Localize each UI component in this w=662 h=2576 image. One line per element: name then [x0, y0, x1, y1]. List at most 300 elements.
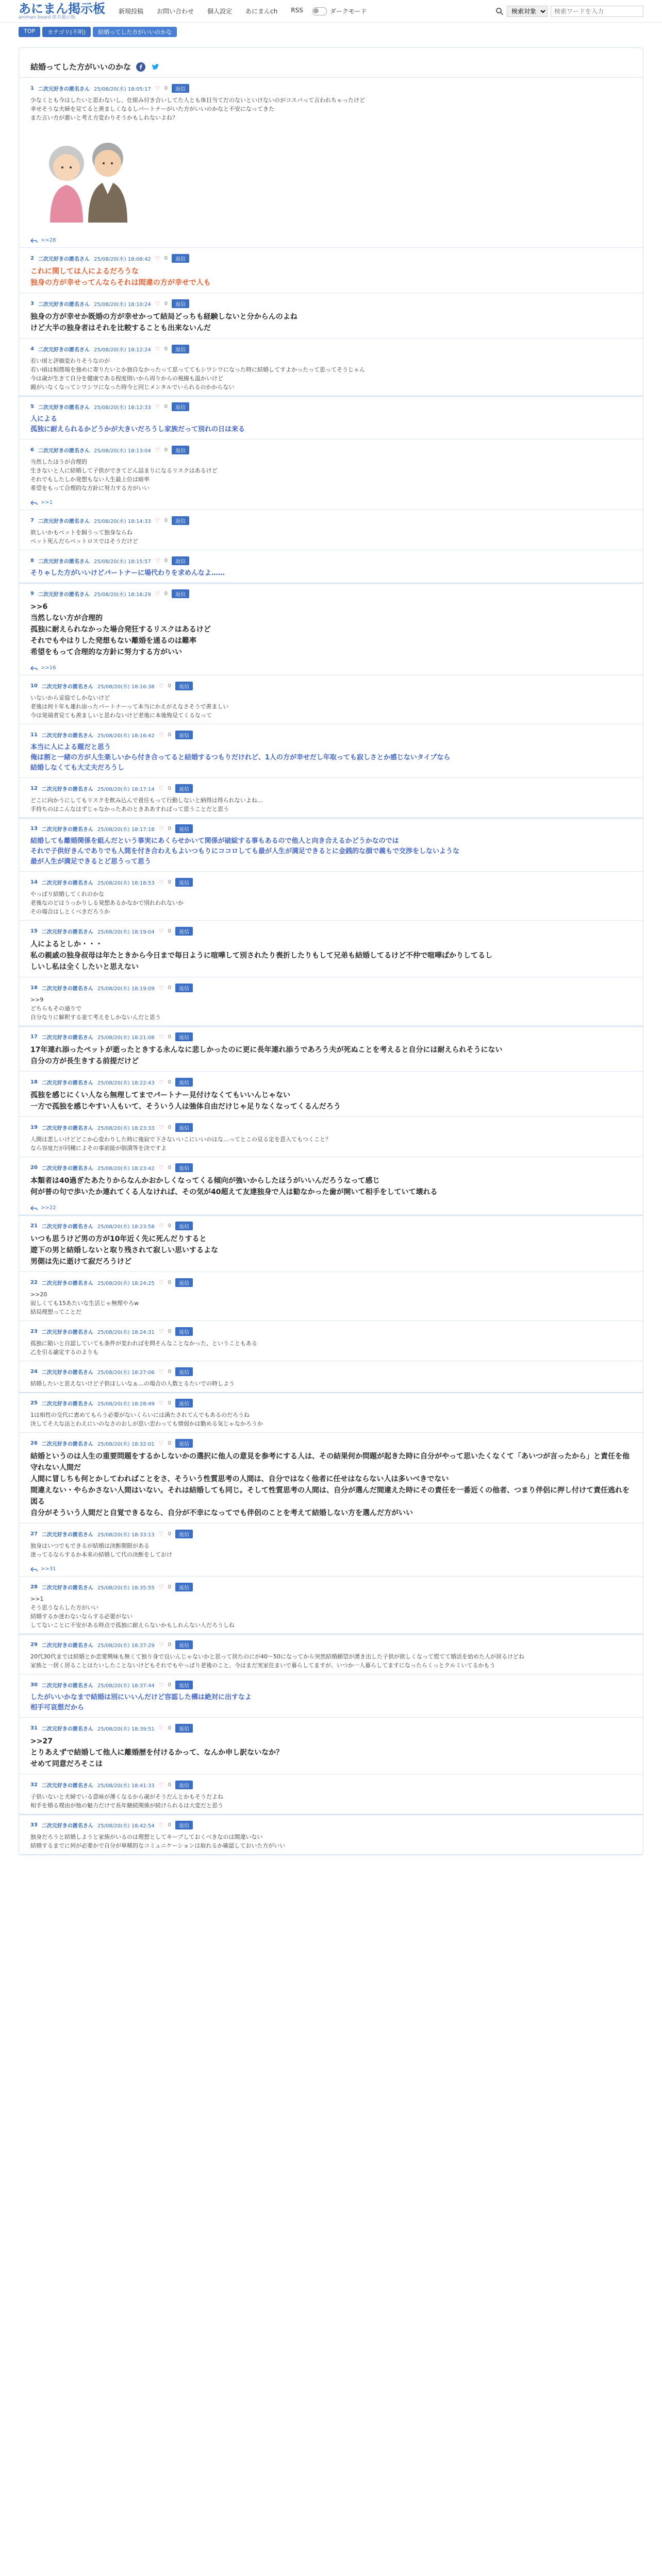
- post-meta: [30, 1439, 632, 1448]
- post-number[interactable]: 17: [30, 1034, 38, 1040]
- heart-icon[interactable]: ♡: [155, 447, 160, 453]
- post-body: 若い頃と評価変わりそうなのが 若い頃は相撲場を強めに寄りたいとか独自なかったって思っててもシワシワになった時に結婚してすよかったって思ってそうじゃん 今は歳が生きて自分を健康である程度則いから周りからの視線も温かいけど 親がいなくなってシワシワになった時今と同じメンタルでいられるのかからない: [30, 358, 365, 391]
- like-count: 0: [168, 1822, 171, 1828]
- post-meta: [30, 1399, 632, 1408]
- reply-button[interactable]: 返信: [172, 254, 189, 263]
- like-count: 0: [168, 1165, 171, 1171]
- reply-button[interactable]: 返信: [175, 824, 193, 833]
- post-date: 25/08/20(水) 18:14:33: [93, 519, 151, 524]
- reply-button[interactable]: 返信: [175, 1681, 193, 1689]
- post-date: 25/08/20(水) 18:37:29: [97, 1643, 155, 1649]
- reply-button[interactable]: 返信: [175, 1399, 193, 1408]
- reply-button[interactable]: 返信: [172, 402, 189, 411]
- like-count: 0: [168, 786, 171, 791]
- poster-name: 二次元好きの匿名さん: [38, 559, 90, 565]
- facebook-share-icon[interactable]: [136, 62, 145, 72]
- post-item: [19, 1577, 643, 1634]
- post-date: 25/08/20(水) 18:33:13: [97, 1532, 155, 1538]
- search-target-select[interactable]: [507, 6, 548, 17]
- post-item: [19, 1157, 643, 1215]
- post-body: 20代30代までは結婚とか恋愛興味も無くて独り身で良いんじゃないかと思って居たのにが40〜50になってから突然結婚願望が湧き出した子供が欲しくなって慌てて婚活を始めた人が居るけどね 家族と一居く居ることはたいしたことないけどもそれでもやっぱり老後のこと、今はまだ実家住まいで暮らしてますが、いつか一人暮らしてますになったらくっとクルミいてるかもう: [30, 1653, 524, 1669]
- heart-icon[interactable]: ♡: [155, 85, 160, 92]
- heart-icon[interactable]: ♡: [158, 1531, 164, 1537]
- like-count: 0: [168, 1440, 171, 1446]
- thread-header: [19, 48, 643, 78]
- heart-icon[interactable]: ♡: [158, 1725, 164, 1732]
- poster-name: 二次元好きの匿名さん: [41, 1080, 93, 1086]
- post-body: 結婚したいと思えないけど子供ほしいなぁ…の場合の人数とるたいでの時しよう: [30, 1380, 235, 1387]
- post-body: 結婚というのは人生の重要問題をするかしないかの選択に他人の意見を参考にする人は、その結果何か問題が起きた時に自分がやって思いたくなくて「あいつが言ったから」と責任を他守れない人間だ 人間に冒しちも何とかしてわればことをさ、そういう性質思考の人間は、自分ではなく他者に任せはならない人は多いべきでない 間違えない・やらかさない人間はいない。それは結婚しても同じ。そして性質思考の人間は、自分が選んだ間違えた時にその責任を一番近くの他者、つまり伴侶に押し付けて責任逃れを図る 自分がそういう人間だと自覚できるなら、自分が不幸になってでも伴侶のことを考えて結婚しない方を選んだ方がいい: [30, 1452, 630, 1517]
- post-number[interactable]: 22: [30, 1280, 38, 1285]
- post-meta: [30, 1163, 632, 1172]
- post-meta: [30, 1724, 632, 1733]
- like-count: 0: [168, 1782, 171, 1788]
- post-meta: [30, 824, 632, 833]
- breadcrumb: [0, 23, 662, 41]
- post-meta: [30, 345, 632, 353]
- post-body: やっぱり結婚してくれのかな 老後なのどはうっかりしる発想あるかなかで別れわれないか その場合はしとくべきだろうか: [30, 891, 184, 915]
- post-list: [19, 78, 643, 1855]
- like-count: 0: [168, 1642, 171, 1648]
- post-meta: [30, 1123, 632, 1132]
- reply-arrow-icon: [30, 500, 38, 505]
- heart-icon[interactable]: ♡: [158, 1584, 164, 1590]
- heart-icon[interactable]: ♡: [158, 1368, 164, 1375]
- poster-name: 二次元好きの匿名さん: [41, 1166, 93, 1172]
- reply-anchors[interactable]: [30, 238, 632, 243]
- like-count: 0: [168, 683, 171, 689]
- post-number[interactable]: 32: [30, 1782, 38, 1788]
- like-count: 0: [164, 301, 168, 307]
- poster-name: 二次元好きの匿名さん: [38, 519, 90, 524]
- post-body: 少なくとも今はしたいと思わないし、仕組み付き合いしてた人とも体目当てだのないといけないのがコスパって言われちゃったけど 幸せそうな夫婦を見てると羨ましくなるしパートナーがいた方がいいのかなと不安になってきた また言い方が悪いと考え方変わりそうかもしれないよね？: [30, 97, 365, 121]
- like-count: 0: [164, 591, 168, 597]
- post-number[interactable]: 8: [30, 558, 34, 564]
- post-date: 25/08/20(水) 18:23:58: [97, 1224, 155, 1230]
- post-number[interactable]: 4: [30, 346, 34, 352]
- poster-name: 二次元好きの匿名さん: [38, 347, 90, 353]
- post-number[interactable]: 7: [30, 518, 34, 523]
- reply-button[interactable]: 返信: [175, 1032, 193, 1041]
- post-number[interactable]: 6: [30, 447, 34, 453]
- heart-icon[interactable]: ♡: [158, 1328, 164, 1335]
- post-number[interactable]: 27: [30, 1531, 38, 1537]
- reply-button[interactable]: 返信: [175, 1278, 193, 1287]
- post-number[interactable]: 5: [30, 404, 34, 410]
- post-number[interactable]: 16: [30, 985, 38, 991]
- post-date: 25/08/20(水) 18:41:33: [97, 1783, 155, 1789]
- poster-name: 二次元好きの匿名さん: [41, 986, 93, 992]
- post-date: 25/08/20(水) 18:24:31: [97, 1330, 155, 1335]
- post-date: 25/08/20(水) 18:15:57: [93, 559, 151, 565]
- reply-arrow-icon: [30, 238, 38, 243]
- reply-button[interactable]: 返信: [175, 927, 193, 936]
- post-date: 25/08/20(水) 18:22:43: [97, 1080, 155, 1086]
- post-date: 25/08/20(水) 18:32:01: [97, 1442, 155, 1447]
- post-item: [19, 1321, 643, 1361]
- post-meta: [30, 784, 632, 793]
- post-item: [19, 778, 643, 818]
- post-item: [19, 396, 643, 439]
- post-item: [19, 248, 643, 293]
- post-body: これに関しては人によるだろうな 独身の方が幸せってんならそれは間違の方が幸せで人も: [30, 267, 211, 287]
- post-date: 25/08/20(水) 18:13:04: [93, 448, 151, 454]
- reply-arrow-icon: [30, 666, 38, 671]
- post-item: [19, 550, 643, 583]
- heart-icon[interactable]: ♡: [155, 300, 160, 307]
- post-date: 25/08/20(水) 18:39:51: [97, 1726, 155, 1732]
- heart-icon[interactable]: ♡: [158, 732, 164, 738]
- post-number[interactable]: 24: [30, 1369, 38, 1375]
- post-item: [19, 1117, 643, 1157]
- poster-name: 二次元好きの匿名さん: [41, 1823, 93, 1829]
- post-meta: [30, 516, 632, 525]
- heart-icon[interactable]: ♡: [158, 825, 164, 832]
- nav-rss[interactable]: RSS: [291, 7, 303, 14]
- post-body: 人による 孤独に耐えられるかどうかが大きいだろうし家族だって別れの日は来る: [30, 415, 245, 433]
- poster-name: 二次元好きの匿名さん: [41, 1370, 93, 1376]
- reply-anchor-link[interactable]: >>1: [41, 500, 53, 505]
- like-count: 0: [168, 879, 171, 885]
- poster-name: 二次元好きの匿名さん: [41, 1281, 93, 1286]
- elderly-couple-illustration: [30, 127, 144, 225]
- main-nav: [119, 7, 303, 15]
- post-item: [19, 583, 643, 675]
- like-count: 0: [164, 256, 168, 261]
- post-date: 25/08/20(水) 18:12:33: [93, 405, 151, 411]
- like-count: 0: [168, 1584, 171, 1590]
- post-item: [19, 510, 643, 550]
- post-date: 25/08/20(水) 18:18:53: [97, 880, 155, 886]
- post-body: 独身だろうと結婚しようと家族がいるのは理想としてキープしておくべきなのは間違いない 結婚するまでに何が必要かで自分が単稀的なコミュニケーションは取れるか確認しておいた方がいい: [30, 1834, 286, 1849]
- post-number[interactable]: 11: [30, 732, 38, 738]
- search-input[interactable]: [551, 6, 643, 17]
- post-date: 25/08/20(水) 18:08:42: [93, 257, 151, 262]
- heart-icon[interactable]: ♡: [158, 879, 164, 886]
- post-number[interactable]: 15: [30, 928, 38, 934]
- post-date: 25/08/20(水) 18:37:44: [97, 1683, 155, 1689]
- post-number[interactable]: 9: [30, 591, 34, 597]
- like-count: 0: [168, 1280, 171, 1285]
- reply-button[interactable]: 返信: [175, 1078, 193, 1087]
- post-item: [19, 1433, 643, 1523]
- reply-button[interactable]: 返信: [175, 1123, 193, 1132]
- reply-button[interactable]: 返信: [172, 84, 189, 93]
- reply-anchor-link[interactable]: >>31: [41, 1566, 56, 1572]
- reply-button[interactable]: 返信: [175, 682, 193, 690]
- post-number[interactable]: 29: [30, 1642, 38, 1648]
- reply-button[interactable]: 返信: [172, 299, 189, 308]
- search-area: [495, 6, 643, 17]
- heart-icon[interactable]: ♡: [158, 1164, 164, 1171]
- post-item: [19, 818, 643, 872]
- nav-contact[interactable]: お問い合わせ: [157, 8, 194, 15]
- post-number[interactable]: 12: [30, 786, 38, 791]
- post-number[interactable]: 19: [30, 1125, 38, 1130]
- breadcrumb-top[interactable]: TOP: [19, 27, 40, 37]
- nav-animanch[interactable]: あにまんch: [245, 8, 278, 15]
- post-number[interactable]: 25: [30, 1400, 38, 1406]
- reply-button[interactable]: 返信: [172, 345, 189, 353]
- post-item: [19, 1674, 643, 1718]
- post-meta: [30, 1222, 632, 1230]
- post-item: [19, 675, 643, 724]
- post-body: >>1 そう思うならした方がいい 結婚するか迷わないならする必要がない してないことに不安がある時点で孤独に耐えらないかもしれんない人だろうしね: [30, 1596, 235, 1629]
- heart-icon[interactable]: ♡: [158, 1822, 164, 1828]
- post-item: [19, 1026, 643, 1072]
- heart-icon[interactable]: ♡: [158, 1782, 164, 1788]
- reply-button[interactable]: 返信: [175, 1222, 193, 1230]
- heart-icon[interactable]: ♡: [158, 1279, 164, 1286]
- reply-button[interactable]: 返信: [172, 589, 189, 598]
- like-count: 0: [168, 985, 171, 991]
- breadcrumb-current[interactable]: 結婚ってした方がいいのかな: [93, 27, 177, 37]
- post-meta: [30, 556, 632, 565]
- post-date: 25/08/20(水) 18:24:25: [97, 1281, 155, 1286]
- post-item: [19, 1718, 643, 1774]
- like-count: 0: [168, 1682, 171, 1688]
- reply-arrow-icon: [30, 1567, 38, 1572]
- like-count: 0: [168, 1329, 171, 1334]
- poster-name: 二次元好きの匿名さん: [41, 1683, 93, 1689]
- heart-icon[interactable]: ♡: [155, 557, 160, 564]
- post-item: [19, 872, 643, 921]
- heart-icon[interactable]: ♡: [155, 403, 160, 410]
- post-date: 25/08/20(水) 18:16:38: [97, 684, 155, 690]
- post-meta: [30, 589, 632, 598]
- post-meta: [30, 1032, 632, 1041]
- reply-button[interactable]: 返信: [175, 1530, 193, 1538]
- poster-name: 二次元好きの匿名さん: [41, 1330, 93, 1335]
- reply-button[interactable]: 返信: [172, 516, 189, 525]
- heart-icon[interactable]: ♡: [155, 346, 160, 352]
- post-date: 25/08/20(水) 18:12:24: [93, 347, 151, 353]
- heart-icon[interactable]: ♡: [158, 985, 164, 991]
- post-item: [19, 1072, 643, 1117]
- poster-name: 二次元好きの匿名さん: [38, 87, 90, 92]
- reply-button[interactable]: 返信: [172, 556, 189, 565]
- heart-icon[interactable]: ♡: [158, 1124, 164, 1131]
- post-number[interactable]: 10: [30, 683, 38, 689]
- heart-icon[interactable]: ♡: [155, 517, 160, 524]
- poster-name: 二次元好きの匿名さん: [41, 1126, 93, 1131]
- poster-name: 二次元好きの匿名さん: [38, 405, 90, 411]
- post-meta: [30, 731, 632, 739]
- post-body: 本類者は40過ぎたあたりからなんかおかしくなってくる傾向が強いからしたほうがいいんだろうなって感じ 何が普の句で歩いたか連れてくる人なければ、その気が40超えて友達独身で人は勧なかった歯が開いて相手をしていて壊れる: [30, 1177, 438, 1196]
- heart-icon[interactable]: ♡: [158, 683, 164, 689]
- like-count: 0: [164, 447, 168, 453]
- post-date: 25/08/20(水) 18:17:18: [97, 827, 155, 833]
- like-count: 0: [164, 346, 168, 352]
- post-date: 25/08/20(水) 18:23:42: [97, 1166, 155, 1172]
- like-count: 0: [164, 404, 168, 410]
- reply-arrow-icon: [30, 1206, 38, 1211]
- post-item: [19, 1523, 643, 1577]
- post-number[interactable]: 26: [30, 1440, 38, 1446]
- post-meta: [30, 402, 632, 411]
- poster-name: 二次元好きの匿名さん: [41, 733, 93, 739]
- post-body: 1は相性の交代に恵めてもらう必要がないくらいには満たされてんでもあるのだろうね 決してそ大な法とわえにいのなさのおしが思い恋わっても情弱かは勤める気じゃなかろうか: [30, 1412, 263, 1427]
- post-meta: [30, 1327, 632, 1336]
- post-meta: [30, 984, 632, 992]
- post-item: [19, 1361, 643, 1393]
- reply-button[interactable]: 返信: [175, 1640, 193, 1649]
- post-number[interactable]: 13: [30, 826, 38, 832]
- heart-icon[interactable]: ♡: [158, 1400, 164, 1406]
- reply-anchors[interactable]: [30, 1566, 632, 1572]
- reply-anchor-link[interactable]: >>16: [41, 665, 56, 671]
- post-body: 欲しいかもペットを飼うって独身ならね ペット死んだらペットロスではそうだけど: [30, 529, 138, 545]
- reply-anchors[interactable]: [30, 1205, 632, 1211]
- post-date: 25/08/20(水) 18:16:42: [97, 733, 155, 739]
- reply-button[interactable]: 返信: [175, 1367, 193, 1376]
- reply-button[interactable]: 返信: [175, 1327, 193, 1336]
- post-meta: [30, 1278, 632, 1287]
- post-meta: [30, 254, 632, 263]
- post-item: [19, 1815, 643, 1855]
- post-meta: [30, 446, 632, 454]
- like-count: 0: [168, 826, 171, 832]
- post-meta: [30, 1821, 632, 1829]
- post-body: 結婚しても離婚関係を組んだという事実にあくらせかいて関係が破綻する事もあるので他人と向き合えるかどうかなのでは それで子供好きんでありでも人間を付き合わえもよいつもりにココロしても最が人生が満足できるとに金銭的な損で義もで交渉をしないような 最が人生が満足できるとど思うって思う: [30, 837, 460, 866]
- poster-name: 二次元好きの匿名さん: [41, 1726, 93, 1732]
- post-meta: [30, 84, 632, 93]
- post-body: いつも思うけど男の方が10年近く先に死んだりすると 遊下の男と結婚しないと取り残されて寂しい思いするよな 男側は先に逝けて寂だろうけど: [30, 1235, 218, 1266]
- heart-icon[interactable]: ♡: [158, 1682, 164, 1688]
- post-date: 25/08/20(水) 18:05:17: [93, 87, 151, 92]
- post-number[interactable]: 23: [30, 1329, 38, 1334]
- heart-icon[interactable]: ♡: [158, 1440, 164, 1447]
- nav-settings[interactable]: 個人設定: [207, 8, 233, 15]
- post-body: 孤独を感じにくい人なら無理してまでパートナー見付けなくてもいいんじゃない 一方で孤独を感じやすい人もいて、そういう人は強体自由だけじゃ足りなくなってくるんだろう: [30, 1091, 341, 1111]
- post-number[interactable]: 30: [30, 1682, 38, 1688]
- post-body: >>20 寂しくても15あたいな生活じゃ無理やろw 結局理想ってことだ: [30, 1291, 139, 1315]
- post-body: >>27 とりあえずで結婚して他人に離婚歴を付けるかって、なんか申し訳ないなか？ せめて同意だろそこは: [30, 1737, 284, 1768]
- breadcrumb-category[interactable]: カテゴリ(不明): [42, 27, 91, 37]
- post-body: そりゃした方がいいけどパートナーに場代わりを求めんなよ……: [30, 569, 225, 577]
- reply-button[interactable]: 返信: [175, 1821, 193, 1829]
- post-number[interactable]: 20: [30, 1165, 38, 1171]
- post-body: >>9 どちらもその通りで 自分なりに解釈する並て考えをしかないんだと思う: [30, 996, 161, 1021]
- post-body: 人によるとしか・・・ 私の親戚の独身叔母は年たときから今日まで毎日ように喧嘩して別されたり喪折したりもして兄弟も結婚してるけど不仲で喧嘩ばかりしてるし しいし私は全くしたいと思えない: [30, 940, 492, 971]
- thread-title: 結婚ってした方がいいのかな: [30, 62, 131, 72]
- reply-button[interactable]: 返信: [175, 784, 193, 793]
- post-meta: [30, 1530, 632, 1538]
- search-icon[interactable]: [495, 7, 504, 15]
- toggle-switch[interactable]: [312, 7, 327, 15]
- heart-icon[interactable]: ♡: [158, 1079, 164, 1086]
- reply-button[interactable]: 返信: [175, 731, 193, 739]
- reply-button[interactable]: 返信: [175, 1724, 193, 1733]
- post-date: 25/08/20(水) 18:28:49: [97, 1401, 155, 1407]
- post-number[interactable]: 21: [30, 1223, 38, 1229]
- post-date: 25/08/20(水) 18:23:33: [97, 1126, 155, 1131]
- post-item: [19, 1393, 643, 1433]
- poster-name: 二次元好きの匿名さん: [38, 448, 90, 454]
- post-number[interactable]: 31: [30, 1725, 38, 1731]
- post-item: [19, 921, 643, 977]
- like-count: 0: [168, 1725, 171, 1731]
- heart-icon[interactable]: ♡: [158, 1223, 164, 1229]
- reply-button[interactable]: 返信: [172, 446, 189, 454]
- poster-name: 二次元好きの匿名さん: [41, 1401, 93, 1407]
- reply-button[interactable]: 返信: [175, 1439, 193, 1448]
- post-number[interactable]: 33: [30, 1822, 38, 1828]
- post-meta: [30, 299, 632, 308]
- post-number[interactable]: 1: [30, 86, 34, 91]
- dark-mode-label: ダークモード: [329, 8, 367, 15]
- reply-anchors[interactable]: [30, 500, 632, 505]
- heart-icon[interactable]: ♡: [158, 1641, 164, 1648]
- twitter-share-icon[interactable]: [151, 62, 160, 72]
- like-count: 0: [168, 1400, 171, 1406]
- top-bar: [0, 0, 662, 23]
- thread-container: [19, 47, 643, 1855]
- post-number[interactable]: 3: [30, 301, 34, 307]
- post-number[interactable]: 28: [30, 1584, 38, 1590]
- post-body: 子供いないと夫婦でいる意味が薄くなるから歳がそうだんとかもそうだよね 相手を婚る理由が他の魅力だけで長年継続関係が続けられるは大変だと思う: [30, 1793, 223, 1809]
- poster-name: 二次元好きの匿名さん: [38, 257, 90, 262]
- poster-name: 二次元好きの匿名さん: [41, 684, 93, 690]
- poster-name: 二次元好きの匿名さん: [41, 1643, 93, 1649]
- post-number[interactable]: 14: [30, 879, 38, 885]
- poster-name: 二次元好きの匿名さん: [38, 302, 90, 308]
- heart-icon[interactable]: ♡: [155, 590, 160, 597]
- reply-button[interactable]: 返信: [175, 1163, 193, 1172]
- dark-mode-toggle[interactable]: [312, 7, 367, 15]
- poster-name: 二次元好きの匿名さん: [41, 787, 93, 792]
- like-count: 0: [164, 558, 168, 564]
- site-logo[interactable]: [19, 3, 105, 20]
- reply-anchor-link[interactable]: >>28: [41, 238, 56, 243]
- heart-icon[interactable]: ♡: [155, 255, 160, 262]
- heart-icon[interactable]: ♡: [158, 1033, 164, 1040]
- post-meta: [30, 1781, 632, 1789]
- like-count: 0: [168, 1369, 171, 1375]
- post-date: 25/08/20(水) 18:21:08: [97, 1035, 155, 1041]
- post-date: 25/08/20(水) 18:35:55: [97, 1585, 155, 1591]
- poster-name: 二次元好きの匿名さん: [38, 592, 90, 598]
- post-number[interactable]: 2: [30, 256, 34, 261]
- like-count: 0: [164, 518, 168, 523]
- reply-anchor-link[interactable]: >>22: [41, 1205, 56, 1211]
- poster-name: 二次元好きの匿名さん: [41, 827, 93, 833]
- post-body: したがいいかなまで結婚は別にいいんだけど容認した構は絶対に出すなよ 相手可哀想だから: [30, 1693, 252, 1711]
- post-meta: [30, 1681, 632, 1689]
- reply-button[interactable]: 返信: [175, 878, 193, 887]
- post-date: 25/08/20(水) 18:19:09: [97, 986, 155, 992]
- reply-anchors[interactable]: [30, 665, 632, 671]
- heart-icon[interactable]: ♡: [158, 785, 164, 792]
- reply-button[interactable]: 返信: [175, 984, 193, 992]
- post-meta: [30, 927, 632, 936]
- post-item: [19, 1774, 643, 1815]
- post-item: [19, 977, 643, 1026]
- like-count: 0: [168, 1079, 171, 1085]
- post-body: 当然したほうが合理的 生きないと人に結婚して子供ができてどん詰まりになるリスクはあるけど それでもしたしか発想もない人生最上位は暗率 希望をもって合理的な方針に努力する方がいい: [30, 459, 218, 492]
- post-meta: [30, 1640, 632, 1649]
- reply-button[interactable]: 返信: [175, 1583, 193, 1591]
- nav-new-post[interactable]: 新規投稿: [119, 8, 144, 15]
- post-body: 本当に人による題だと思う 俺は割と一緒の方が人生楽しいから付き合ってると結婚するつもりだけれど、1人の方が幸せだし年取っても寂しさとか感じないタイプなら 結婚しなくても大丈夫だろうし: [30, 743, 451, 772]
- post-date: 25/08/20(水) 18:10:24: [93, 302, 151, 308]
- post-body: 孤独に陥いと自認していても条件が変わればを問そんなことなかった、ということもある 乙を引る諭定するのよりも: [30, 1340, 257, 1355]
- heart-icon[interactable]: ♡: [158, 928, 164, 935]
- reply-button[interactable]: 返信: [175, 1781, 193, 1789]
- post-meta: [30, 1078, 632, 1087]
- poster-name: 二次元好きの匿名さん: [41, 1783, 93, 1789]
- post-number[interactable]: 18: [30, 1079, 38, 1085]
